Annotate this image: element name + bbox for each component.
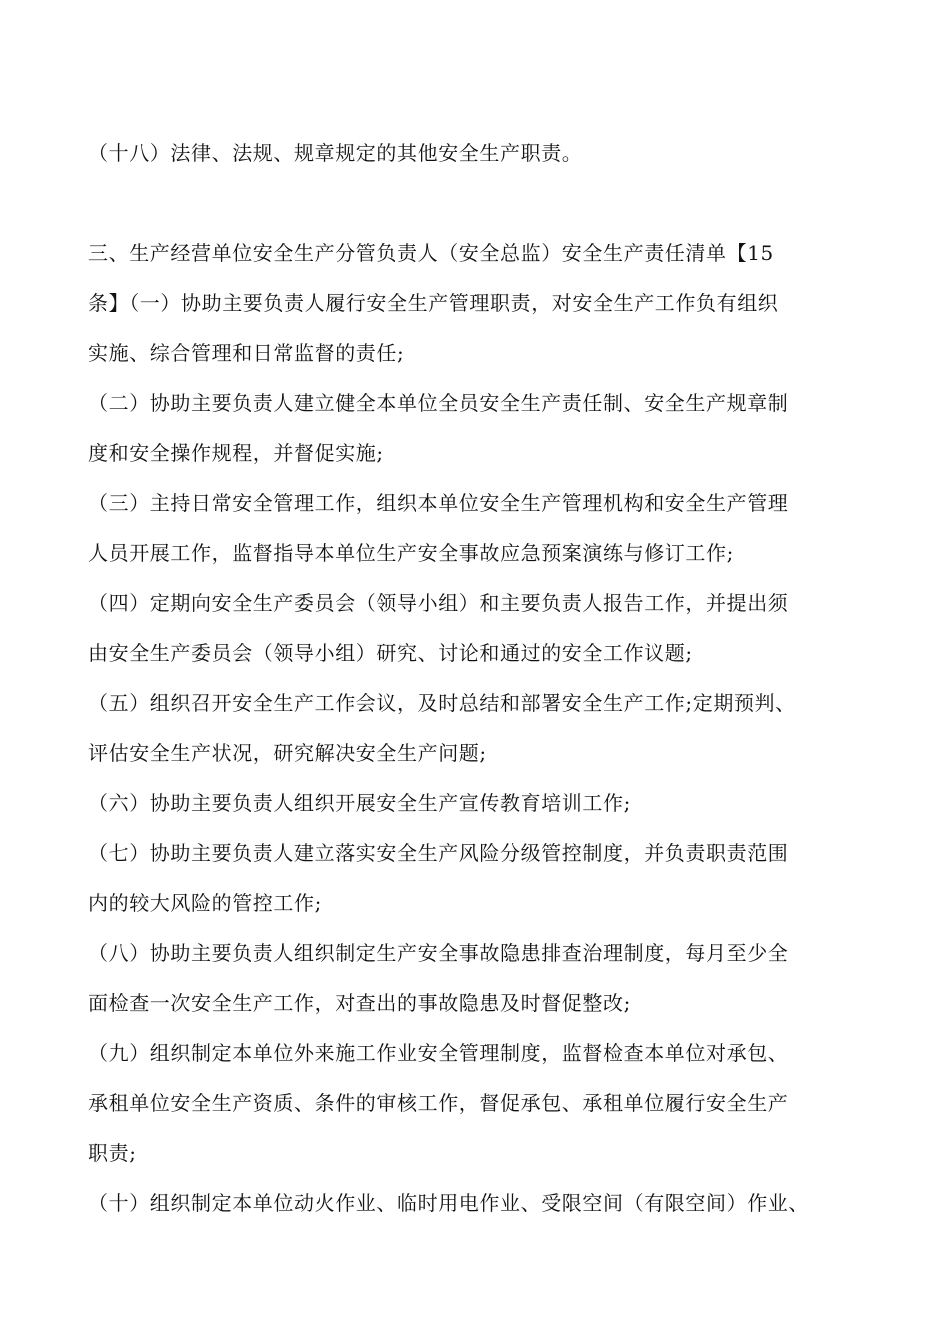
section-heading: 三、生产经营单位安全生产分管负责人（安全总监）安全生产责任清单【15 [88,241,774,265]
text-line: 评估安全生产状况，研究解决安全生产问题; [88,741,487,765]
text-line: 实施、综合管理和日常监督的责任; [88,341,405,365]
text-line: 面检查一次安全生产工作，对查出的事故隐患及时督促整改; [88,991,631,1015]
text-line: 由安全生产委员会（领导小组）研究、讨论和通过的安全工作议题; [88,641,693,665]
text-line: （十八）法律、法规、规章规定的其他安全生产职责。 [88,141,583,165]
text-line: 承租单位安全生产资质、条件的审核工作，督促承包、承租单位履行安全生产 [88,1091,789,1115]
text-line: （十）组织制定本单位动火作业、临时用电作业、受限空间（有限空间）作业、 [88,1191,809,1215]
text-line: （四）定期向安全生产委员会（领导小组）和主要负责人报告工作，并提出须 [88,591,789,615]
text-line: （五）组织召开安全生产工作会议，及时总结和部署安全生产工作;定期预判、 [88,691,796,715]
text-line: （九）组织制定本单位外来施工作业安全管理制度，监督检查本单位对承包、 [88,1041,789,1065]
text-line: （三）主持日常安全管理工作，组织本单位安全生产管理机构和安全生产管理 [88,491,789,515]
text-line: 条】（一）协助主要负责人履行安全生产管理职责，对安全生产工作负有组织 [88,291,779,315]
text-line: 内的较大风险的管控工作; [88,891,322,915]
text-line: 人员开展工作，监督指导本单位生产安全事故应急预案演练与修订工作; [88,541,734,565]
text-line: （六）协助主要负责人组织开展安全生产宣传教育培训工作; [88,791,631,815]
text-line: （二）协助主要负责人建立健全本单位全员安全生产责任制、安全生产规章制 [88,391,789,415]
text-line: （七）协助主要负责人建立落实安全生产风险分级管控制度，并负责职责范围 [88,841,789,865]
text-line: 职责; [88,1141,137,1165]
text-line: （八）协助主要负责人组织制定生产安全事故隐患排查治理制度，每月至少全 [88,941,789,965]
text-line: 度和安全操作规程，并督促实施; [88,441,384,465]
